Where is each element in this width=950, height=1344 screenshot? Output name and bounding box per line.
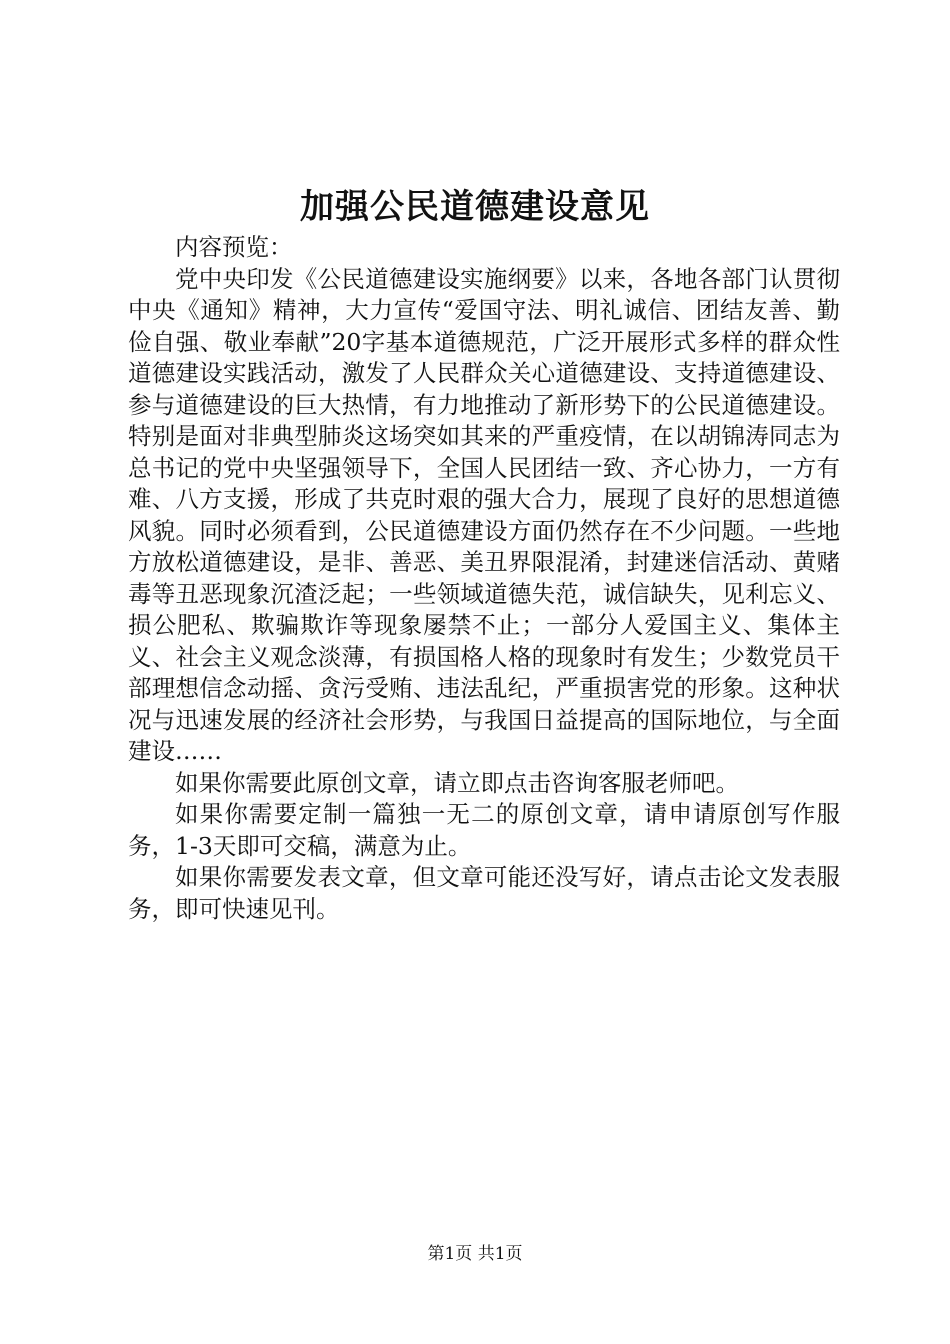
document-title: 加强公民道德建设意见 [300,187,650,227]
document-body [128,232,840,925]
custom-writing-paragraph: 如果你需要定制一篇独一无二的原创文章，请申请原创写作服务，1-3天即可交稿，满意为止。 [128,800,840,860]
preview-paragraph: 党中央印发《公民道德建设实施纲要》以来，各地各部门认贯彻中央《通知》精神，大力宣传“爱国守法、明礼诚信、团结友善、勤俭自强、敬业奉献”20字基本道德规范，广泛开展形式多样的群众性道德建设实践活动，激发了人民群众关心道德建设、支持道德建设、参与道德建设的巨大热情，有力地推动了新形势下的公民道德建设。特别是面对非典型肺炎这场突如其来的严重疫情，在以胡锦涛同志为总书记的党中央坚强领导下，全国人民团结一致、齐心协力，一方有难、八方支援，形成了共克时艰的强大合力，展现了良好的思想道德风貌。同时必须看到，公民道德建设方面仍然存在不少问题。一些地方放松道德建设，是非、善恶、美丑界限混淆，封建迷信活动、黄赌毒等丑恶现象沉渣泛起；一些领域道德失范，诚信缺失，见利忘义、损公肥私、欺骗欺诈等现象屡禁不止；一部分人爱国主义、集体主义、社会主义观念淡薄，有损国格人格的现象时有发生；少数党员干部理想信念动摇、贪污受贿、违法乱纪，严重损害党的形象。这种状况与迅速发展的经济社会形势，与我国日益提高的国际地位，与全面建设…… [128,264,840,765]
consult-service-paragraph: 如果你需要此原创文章，请立即点击咨询客服老师吧。 [175,768,739,797]
preview-label: 内容预览： [175,233,293,261]
publish-service-paragraph: 如果你需要发表文章，但文章可能还没写好，请点击论文发表服务，即可快速见刊。 [128,863,840,923]
page-number-footer: 第1页 共1页 [427,1244,523,1264]
